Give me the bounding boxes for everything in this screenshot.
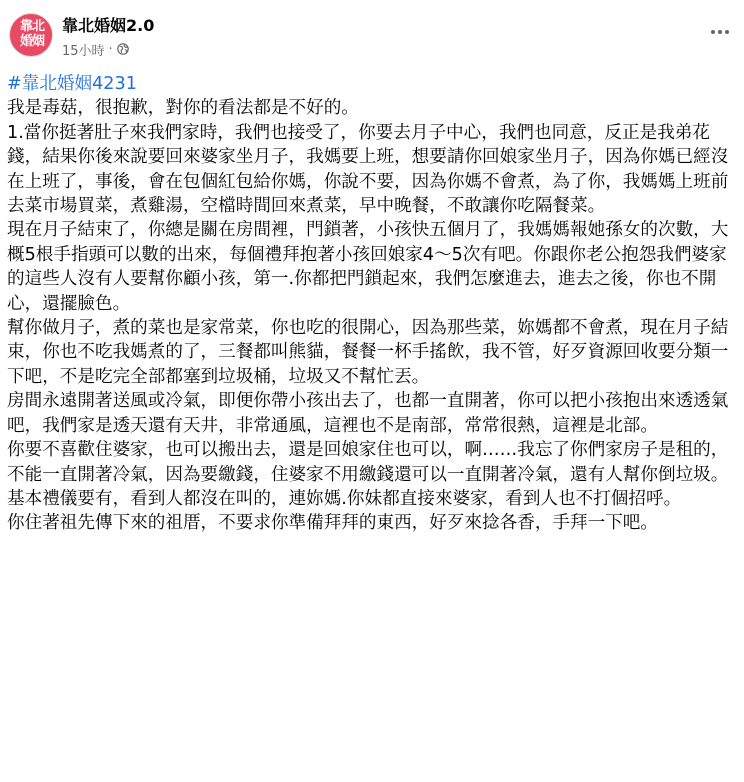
post-paragraph: 房間永遠開著送風或冷氣，即便你帶小孩出去了，也都一直開著，你可以把小孩抱出來透透氣吧，我們家是透天還有天井，非常通風，這裡也不是南部，常常很熱，這裡是北部。 — [7, 391, 729, 436]
post-paragraph: 你住著祖先傳下來的祖厝，不要求你準備拜拜的東西，好歹來捻各香，手拜一下吧。 — [7, 513, 658, 534]
post-paragraph: 幫你做月子，煮的菜也是家常菜，你也吃的很開心，因為那些菜，妳媽都不會煮，現在月子結束，你也不吃我媽煮的了，三餐都叫熊貓，餐餐一杯手搖飲，我不管，好歹資源回收要分類一下吧，不是吃完全部都塞到垃圾桶，垃圾又不幫忙丟。 — [7, 318, 729, 387]
hashtag-link[interactable]: #靠北婚姻4231 — [7, 74, 137, 94]
more-horizontal-icon — [711, 30, 729, 34]
post-content — [7, 72, 731, 536]
post-paragraph: 1.當你挺著肚子來我們家時，我們也接受了，你要去月子中心，我們也同意，反正是我弟花錢，結果你後來說要回來婆家坐月子，我媽要上班，想要請你回娘家坐月子，因為你媽已經沒在上班了，事後，會在包個紅包給你媽，你說不要，因為你媽不會煮，為了你，我媽媽上班前去菜市場買菜，煮雞湯，空檔時間回來煮菜，早中晚餐，不敢讓你吃隔餐菜。 — [7, 122, 729, 217]
avatar[interactable] — [9, 13, 53, 57]
post-header — [0, 0, 744, 70]
page-name[interactable]: 靠北婚姻2.0 — [62, 16, 155, 35]
post-paragraph: 基本禮儀要有，看到人都沒在叫的，連妳媽.你妹都直接來婆家，看到人也不打個招呼。 — [7, 488, 682, 509]
avatar-logo-line-2: 婚姻 — [19, 34, 44, 49]
meta-separator: · — [108, 41, 113, 57]
post-paragraph: 我是毒菇，很抱歉，對你的看法都是不好的。 — [7, 98, 359, 119]
more-options-button[interactable] — [702, 14, 738, 50]
avatar-logo-text — [10, 19, 53, 49]
post-meta — [62, 40, 129, 58]
globe-icon — [117, 43, 129, 55]
post-paragraph: 現在月子結束了，你總是關在房間裡，門鎖著，小孩快五個月了，我媽媽報她孫女的次數，大概5根手指頭可以數的出來，每個禮拜抱著小孩回娘家4～5次有吧。你跟你老公抱怨我們婆家的這些人沒有人要幫你顧小孩，第一.你都把門鎖起來，我們怎麼進去，進去之後，你也不開心，還擺臉色。 — [7, 220, 729, 314]
post-paragraph: 你要不喜歡住婆家，也可以搬出去，還是回娘家住也可以，啊……我忘了你們家房子是租的，不能一直開著冷氣，因為要繳錢，住婆家不用繳錢還可以一直開著冷氣，還有人幫你倒垃圾。 — [7, 440, 729, 485]
post-timestamp[interactable]: 15小時 — [62, 43, 105, 59]
avatar-logo-line-1: 靠北 — [19, 19, 44, 34]
